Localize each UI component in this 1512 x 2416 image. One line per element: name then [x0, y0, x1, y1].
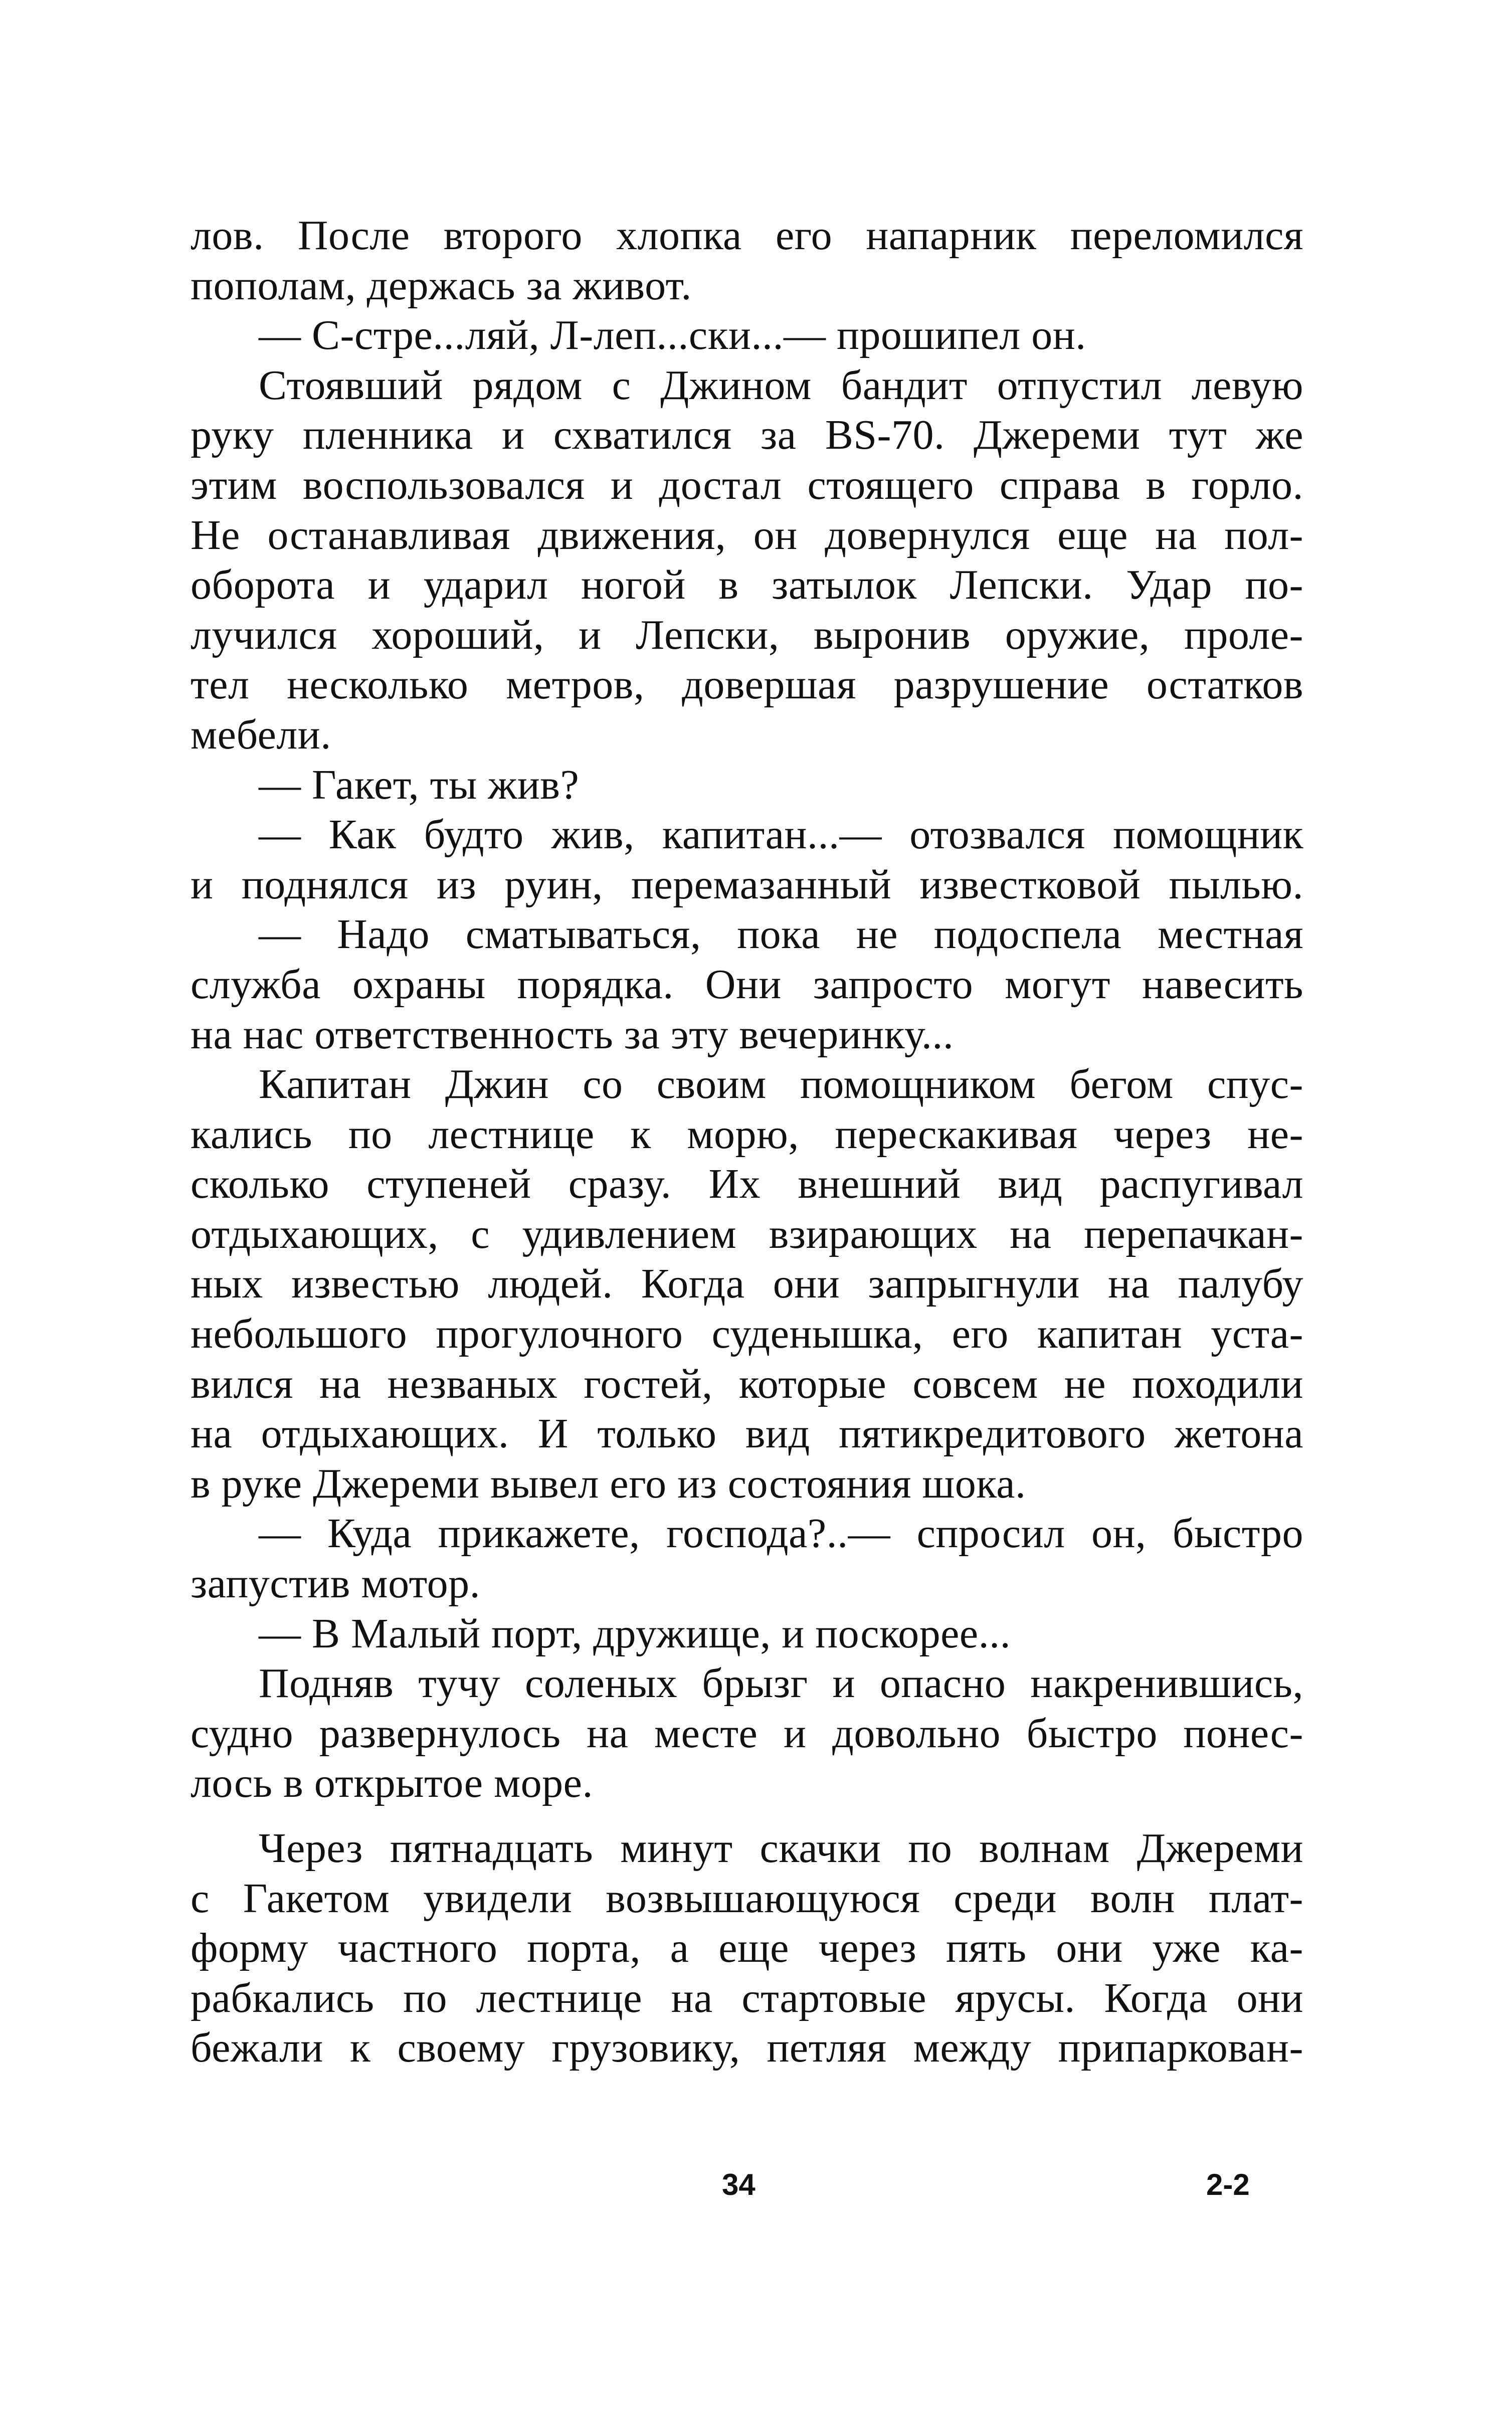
text-line: оборота и ударил ногой в затылок Лепски. Удар по- — [191, 562, 1303, 609]
text-line: Стоявший рядом с Джином бандит отпустил левую — [259, 361, 1303, 409]
text-line: на отдыхающих. И только вид пятикредитового жетона — [191, 1410, 1303, 1457]
text-line: лось в открытое море. — [191, 1760, 593, 1807]
text-line: — Куда прикажете, господа?..— спросил он, быстро — [259, 1510, 1303, 1557]
text-line: — С-стре...ляй, Л-леп...ски...— прошипел он. — [259, 312, 1086, 359]
page-number: 34 — [722, 2168, 755, 2201]
text-line: — Как будто жив, капитан...— отозвался помощник — [259, 811, 1303, 858]
text-line: судно развернулось на месте и довольно быстро понес- — [191, 1710, 1303, 1757]
text-line: небольшого прогулочного суденышка, его капитан уста- — [191, 1311, 1303, 1358]
text-line: руку пленника и схватился за BS-70. Джереми тут же — [191, 412, 1303, 459]
text-line: Через пятнадцать минут скачки по волнам Джереми — [259, 1825, 1303, 1872]
text-line: ных известью людей. Когда они запрыгнули на палубу — [191, 1260, 1303, 1308]
text-line: запустив мотор. — [191, 1560, 481, 1607]
text-line: вился на незваных гостей, которые совсем не походили — [191, 1360, 1303, 1407]
text-line: и поднялся из руин, перемазанный известковой пылью. — [191, 861, 1303, 908]
text-line: тел несколько метров, довершая разрушение остатков — [191, 661, 1303, 708]
text-line: Капитан Джин со своим помощником бегом спус- — [259, 1061, 1303, 1108]
text-line: рабкались по лестнице на стартовые ярусы. Когда они — [191, 1974, 1303, 2021]
text-line: на нас ответственность за эту вечеринку... — [191, 1011, 954, 1058]
text-line: в руке Джереми вывел его из состояния шока. — [191, 1460, 1026, 1507]
text-line: сколько ступеней сразу. Их внешний вид распугивал — [191, 1161, 1303, 1208]
page-text — [191, 211, 1303, 2073]
text-line: с Гакетом увидели возвышающуюся среди волн плат- — [191, 1875, 1303, 1922]
text-line: форму частного порта, а еще через пять они уже ка- — [191, 1925, 1303, 1972]
text-line: — Гакет, ты жив? — [259, 761, 580, 808]
text-line: служба охраны порядка. Они запросто могут навесить — [191, 961, 1303, 1008]
text-line: бежали к своему грузовику, петляя между припаркован- — [191, 2024, 1303, 2072]
text-line: мебели. — [191, 711, 331, 758]
text-line: — В Малый порт, дружище, и поскорее... — [259, 1610, 1011, 1657]
text-line: этим воспользовался и достал стоящего справа в горло. — [191, 461, 1303, 508]
text-line: пополам, держась за живот. — [191, 262, 692, 309]
text-line: Подняв тучу соленых брызг и опасно накренившись, — [259, 1660, 1303, 1707]
section-gap — [191, 1808, 1303, 1823]
text-line: отдыхающих, с удивлением взирающих на перепачкан- — [191, 1210, 1303, 1257]
text-line: лов. После второго хлопка его напарник переломился — [191, 212, 1303, 259]
text-line: кались по лестнице к морю, перескакивая через не- — [191, 1110, 1303, 1158]
text-line: — Надо сматываться, пока не подоспела местная — [259, 911, 1303, 958]
printer-signature: 2-2 — [1206, 2168, 1250, 2201]
text-line: Не останавливая движения, он довернулся еще на пол- — [191, 511, 1303, 559]
text-line: лучился хороший, и Лепски, выронив оружие, проле- — [191, 611, 1303, 658]
